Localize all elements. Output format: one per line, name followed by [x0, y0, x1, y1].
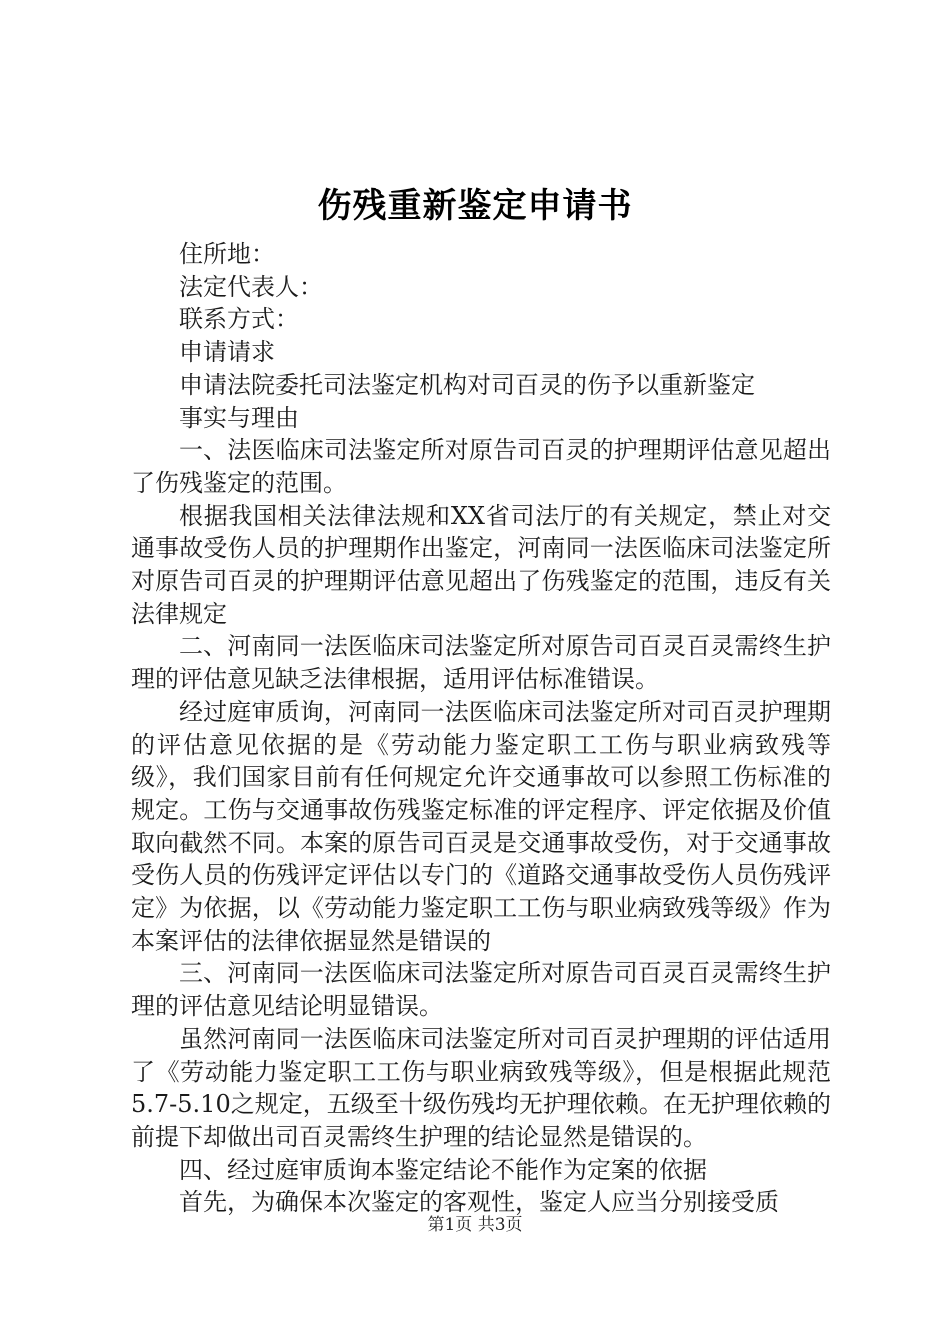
contact-line: 联系方式：	[179, 305, 299, 334]
paragraph-point-2: 二、河南同一法医临床司法鉴定所对原告司百灵百灵需终生护理的评估意见缺乏法律根据，适用评估标准错误。	[131, 632, 831, 694]
paragraph-point-3-detail: 虽然河南同一法医临床司法鉴定所对司百灵护理期的评估适用了《劳动能力鉴定职工工伤与职业病致残等级》，但是根据此规范5.7-5.10之规定，五级至十级伤残均无护理依赖。在无护理依赖的前提下却做出司百灵需终生护理的结论显然是错误的。	[131, 1024, 831, 1151]
paragraph-point-2-detail: 经过庭审质询，河南同一法医临床司法鉴定所对司百灵护理期的评估意见依据的是《劳动能力鉴定职工工伤与职业病致残等级》，我们国家目前有任何规定允许交通事故可以参照工伤标准的规定。工伤与交通事故伤残鉴定标准的评定程序、评定依据及价值取向截然不同。本案的原告司百灵是交通事故受伤，对于交通事故受伤人员的伤残评定评估以专门的《道路交通事故受伤人员伤残评定》为依据，以《劳动能力鉴定职工工伤与职业病致残等级》作为本案评估的法律依据显然是错误的	[131, 697, 831, 955]
paragraph-point-4-detail: 首先，为确保本次鉴定的客观性，鉴定人应当分别接受质	[179, 1188, 779, 1217]
page-number-footer: 第1页 共3页	[427, 1215, 523, 1235]
document-title: 伤残重新鉴定申请书	[317, 186, 633, 226]
paragraph-point-4: 四、经过庭审质询本鉴定结论不能作为定案的依据	[179, 1155, 707, 1184]
document-body	[131, 238, 831, 1219]
paragraph-point-3: 三、河南同一法医临床司法鉴定所对原告司百灵百灵需终生护理的评估意见结论明显错误。	[131, 959, 831, 1021]
address-line: 住所地：	[179, 240, 275, 268]
legal-representative-line: 法定代表人：	[179, 272, 323, 301]
paragraph-point-1: 一、法医临床司法鉴定所对原告司百灵的护理期评估意见超出了伤残鉴定的范围。	[131, 436, 831, 497]
request-heading: 申请请求	[179, 338, 275, 367]
paragraph-point-1-detail: 根据我国相关法律法规和XX省司法厅的有关规定，禁止对交通事故受伤人员的护理期作出鉴定，河南同一法医临床司法鉴定所对原告司百灵的护理期评估意见超出了伤残鉴定的范围，违反有关法律规定	[131, 501, 831, 628]
facts-heading: 事实与理由	[179, 403, 299, 432]
request-content: 申请法院委托司法鉴定机构对司百灵的伤予以重新鉴定	[179, 370, 755, 399]
